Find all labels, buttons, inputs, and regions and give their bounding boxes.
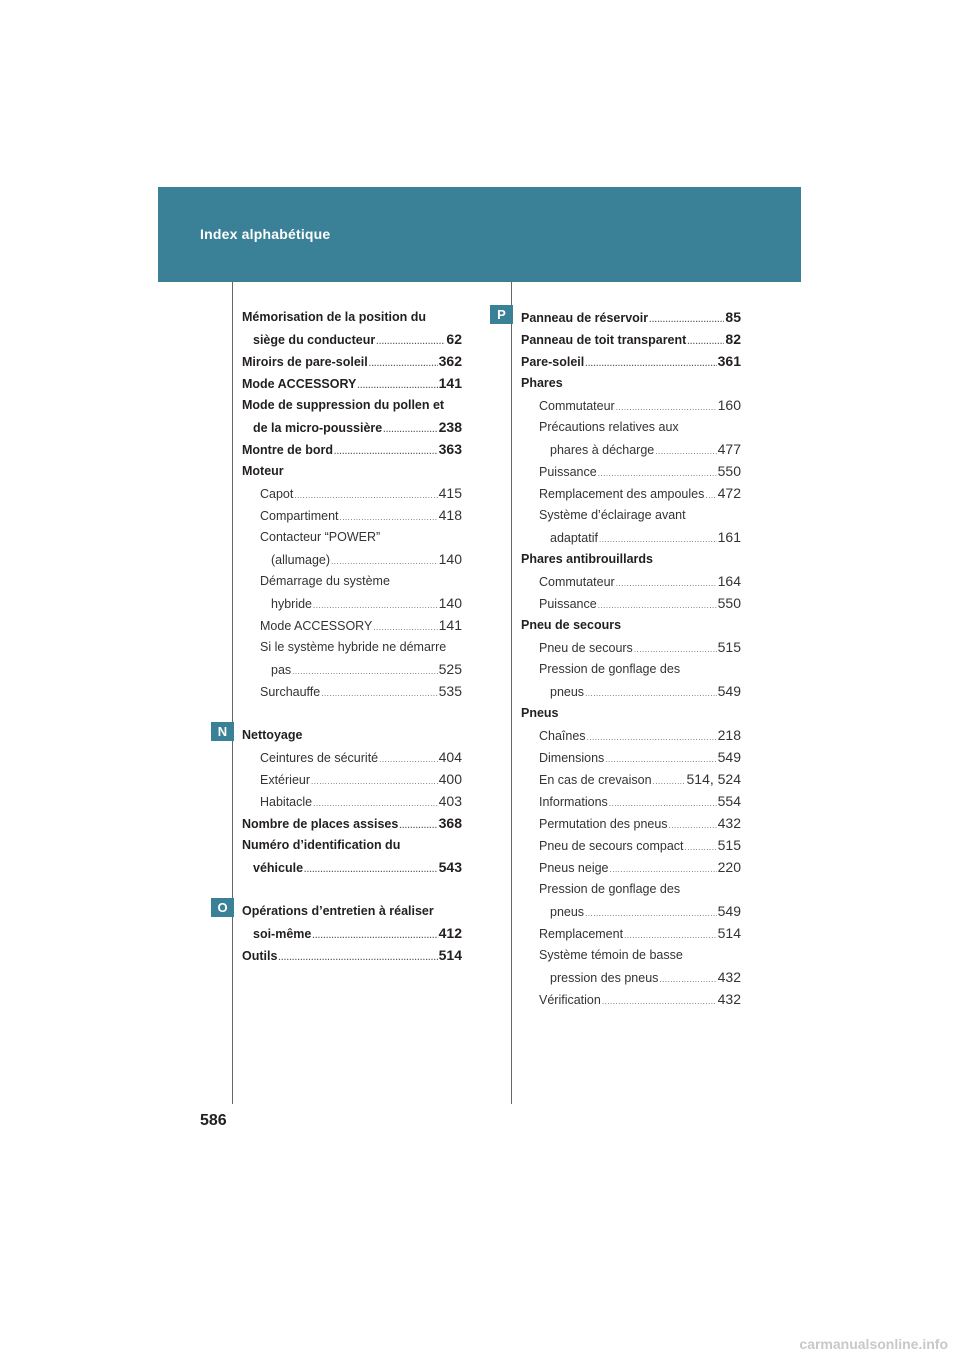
index-subentry: Commutateur ..... 164 (521, 570, 741, 592)
index-subentry: Compartiment ..... 418 (242, 504, 462, 526)
letter-marker-o: O (211, 898, 234, 917)
page-ref[interactable]: 404 (438, 749, 462, 765)
index-entry: Panneau de réservoir ..... 85 (521, 306, 741, 328)
index-subentry: Ceintures de sécurité ..... 404 (242, 746, 462, 768)
page-ref[interactable]: 525 (438, 661, 462, 677)
page-ref[interactable]: 549 (717, 903, 741, 919)
index-subentry: Pression de gonflage des (539, 662, 681, 676)
index-entry: Moteur (242, 464, 284, 478)
index-subentry: Système témoin de basse (539, 948, 683, 962)
index-subentry: Pneu de secours ..... 515 (521, 636, 741, 658)
index-entry: Outils ..... 514 (242, 944, 462, 966)
index-entry: Numéro d’identification du (242, 838, 401, 852)
index-subentry-cont: pression des pneus ..... 432 (521, 966, 741, 988)
index-subentry-cont: pas ..... 525 (242, 658, 462, 680)
page-ref[interactable]: 432 (717, 991, 741, 1007)
column-divider-left (232, 282, 233, 1104)
section-title: Index alphabétique (200, 226, 331, 242)
index-subentry: Remplacement des ampoules ..... 472 (521, 482, 741, 504)
index-entry: Mode de suppression du pollen et (242, 398, 445, 412)
index-entry: Miroirs de pare-soleil ..... 362 (242, 350, 462, 372)
index-subentry: Si le système hybride ne démarre (260, 640, 447, 654)
page-ref[interactable]: 368 (438, 815, 462, 831)
page-ref[interactable]: 160 (717, 397, 741, 413)
index-subentry: Dimensions ..... 549 (521, 746, 741, 768)
index-subentry: Pneu de secours compact ..... 515 (521, 834, 741, 856)
page-ref[interactable]: 535 (438, 683, 462, 699)
index-subentry-cont: (allumage) ..... 140 (242, 548, 462, 570)
page-ref[interactable]: 432 (717, 815, 741, 831)
index-entry: Opérations d’entretien à réaliser (242, 904, 434, 918)
index-subentry: Surchauffe ..... 535 (242, 680, 462, 702)
index-entry: Montre de bord ..... 363 (242, 438, 462, 460)
page-ref[interactable]: 472 (717, 485, 741, 501)
index-subentry: En cas de crevaison ..... 514, 524 (521, 768, 741, 790)
index-subentry-cont: adaptatif ..... 161 (521, 526, 741, 548)
page-ref[interactable]: 554 (717, 793, 741, 809)
page-ref[interactable]: 140 (438, 551, 462, 567)
index-subentry: Permutation des pneus ..... 432 (521, 812, 741, 834)
index-subentry: Informations ..... 554 (521, 790, 741, 812)
index-subentry: Puissance ..... 550 (521, 592, 741, 614)
index-entry-cont: de la micro-poussière ..... 238 (242, 416, 462, 438)
page-ref[interactable]: 549 (717, 683, 741, 699)
index-entry-cont: siège du conducteur ..... 62 (242, 328, 462, 350)
index-entry: Mémorisation de la position du (242, 310, 427, 324)
index-subentry: Pneus neige ..... 220 (521, 856, 741, 878)
watermark: carmanualsonline.info (799, 1336, 948, 1352)
page-ref[interactable]: 85 (725, 309, 741, 325)
page-ref[interactable]: 403 (438, 793, 462, 809)
page-ref[interactable]: 141 (438, 375, 462, 391)
index-subentry-cont: pneus ..... 549 (521, 680, 741, 702)
column-divider-right (511, 282, 512, 1104)
page-ref[interactable]: 543 (438, 859, 462, 875)
page-ref[interactable]: 238 (438, 419, 462, 435)
page-ref[interactable]: 549 (717, 749, 741, 765)
index-entry: Phares (521, 376, 563, 390)
letter-marker-n: N (211, 722, 234, 741)
index-subentry: Capot ..... 415 (242, 482, 462, 504)
letter-marker-p: P (490, 305, 513, 324)
index-entry: Pneu de secours (521, 618, 622, 632)
page-number: 586 (200, 1112, 227, 1129)
index-subentry-cont: pneus ..... 549 (521, 900, 741, 922)
page-ref[interactable]: 361 (717, 353, 741, 369)
page-ref[interactable]: 363 (438, 441, 462, 457)
index-entry: Phares antibrouillards (521, 552, 653, 566)
index-subentry-cont: phares à décharge ..... 477 (521, 438, 741, 460)
index-subentry: Commutateur ..... 160 (521, 394, 741, 416)
page-ref[interactable]: 550 (717, 463, 741, 479)
index-entry: Nettoyage (242, 728, 303, 742)
index-subentry: Remplacement ..... 514 (521, 922, 741, 944)
page-ref[interactable]: 400 (438, 771, 462, 787)
page-ref[interactable]: 514, 524 (686, 771, 741, 787)
page-ref[interactable]: 220 (717, 859, 741, 875)
index-subentry: Démarrage du système (260, 574, 390, 588)
index-subentry: Extérieur ..... 400 (242, 768, 462, 790)
page-ref[interactable]: 164 (717, 573, 741, 589)
page-ref[interactable]: 514 (717, 925, 741, 941)
index-subentry: Puissance ..... 550 (521, 460, 741, 482)
page-ref[interactable]: 82 (725, 331, 741, 347)
page-ref[interactable]: 415 (438, 485, 462, 501)
index-subentry-cont: hybride ..... 140 (242, 592, 462, 614)
index-entry-cont: soi-même ..... 412 (242, 922, 462, 944)
page-ref[interactable]: 412 (438, 925, 462, 941)
page-ref[interactable]: 418 (438, 507, 462, 523)
page-ref[interactable]: 140 (438, 595, 462, 611)
page-ref[interactable]: 515 (717, 837, 741, 853)
index-subentry: Contacteur “POWER” (260, 530, 381, 544)
index-column-right (521, 306, 741, 1010)
index-entry-cont: véhicule ..... 543 (242, 856, 462, 878)
index-entry: Panneau de toit transparent ..... 82 (521, 328, 741, 350)
page-ref[interactable]: 141 (438, 617, 462, 633)
page-ref[interactable]: 218 (717, 727, 741, 743)
page-ref[interactable]: 161 (717, 529, 741, 545)
index-entry: Mode ACCESSORY ..... 141 (242, 372, 462, 394)
index-entry: Nombre de places assises ..... 368 (242, 812, 462, 834)
index-entry: Pneus (521, 706, 559, 720)
index-column-left (242, 306, 462, 966)
index-subentry: Vérification ..... 432 (521, 988, 741, 1010)
page-ref[interactable]: 477 (717, 441, 741, 457)
page-ref[interactable]: 514 (438, 947, 462, 963)
page-ref[interactable]: 62 (446, 331, 462, 347)
page-ref[interactable]: 515 (717, 639, 741, 655)
index-subentry: Précautions relatives aux (539, 420, 679, 434)
index-subentry: Système d’éclairage avant (539, 508, 686, 522)
index-entry: Pare-soleil ..... 361 (521, 350, 741, 372)
index-subentry: Habitacle ..... 403 (242, 790, 462, 812)
index-subentry: Mode ACCESSORY ..... 141 (242, 614, 462, 636)
header-bar (158, 187, 801, 282)
index-subentry: Chaînes ..... 218 (521, 724, 741, 746)
page-ref[interactable]: 432 (717, 969, 741, 985)
index-subentry: Pression de gonflage des (539, 882, 681, 896)
page-ref[interactable]: 362 (438, 353, 462, 369)
page-ref[interactable]: 550 (717, 595, 741, 611)
